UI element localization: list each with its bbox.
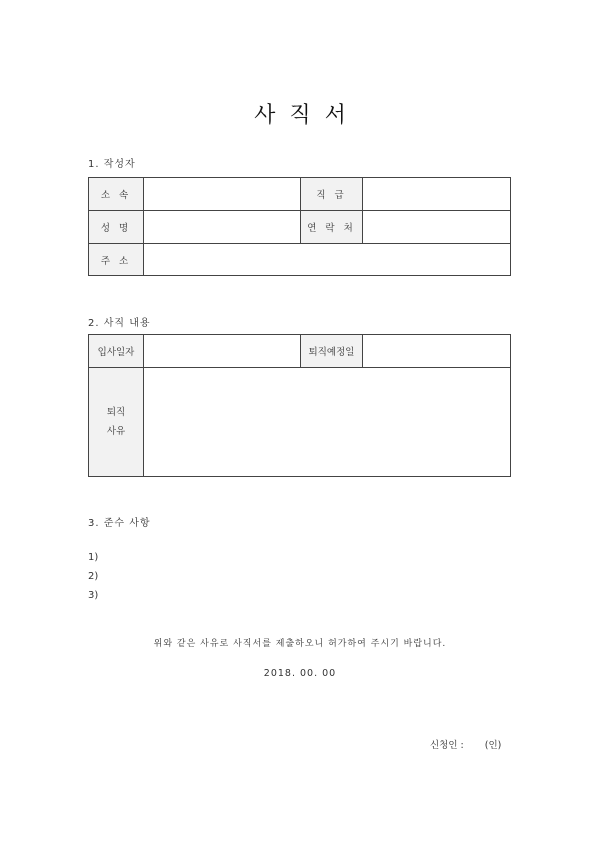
resignation-table [88, 334, 511, 477]
compliance-item-2: 2) [88, 571, 99, 582]
seal-label: (인) [484, 740, 502, 751]
section-author-heading: 1. 작성자 [88, 159, 136, 170]
resignation-statement: 위와 같은 사유로 사직서를 제출하오니 허가하여 주시기 바랍니다. [153, 639, 447, 649]
contact-label: 연 락 처 [301, 211, 363, 244]
reason-label-line1: 퇴직 [106, 407, 126, 418]
hire-date-field[interactable] [144, 335, 301, 368]
compliance-item-3: 3) [88, 590, 99, 601]
address-field[interactable] [144, 244, 511, 276]
name-field[interactable] [144, 211, 301, 244]
planned-leave-date-label: 퇴직예정일 [301, 335, 363, 368]
author-table [88, 177, 511, 276]
section-resignation-heading: 2. 사직 내용 [88, 318, 151, 329]
applicant-label: 신청인 : [430, 740, 464, 751]
hire-date-label: 입사일자 [89, 335, 144, 368]
position-field[interactable] [363, 178, 511, 211]
section-compliance-heading: 3. 준수 사항 [88, 518, 151, 529]
address-label: 주 소 [89, 244, 144, 276]
compliance-item-1: 1) [88, 552, 99, 563]
position-label: 직 급 [301, 178, 363, 211]
reason-label-line2: 사유 [106, 426, 126, 437]
department-field[interactable] [144, 178, 301, 211]
applicant-signature-line [430, 737, 501, 751]
name-label: 성 명 [89, 211, 144, 244]
contact-field[interactable] [363, 211, 511, 244]
reason-label [89, 368, 144, 477]
department-label: 소 속 [89, 178, 144, 211]
document-title: 사직서 [254, 103, 360, 128]
planned-leave-date-field[interactable] [363, 335, 511, 368]
reason-field[interactable] [144, 368, 511, 477]
submission-date: 2018. 00. 00 [263, 668, 337, 679]
compliance-list [88, 548, 98, 605]
